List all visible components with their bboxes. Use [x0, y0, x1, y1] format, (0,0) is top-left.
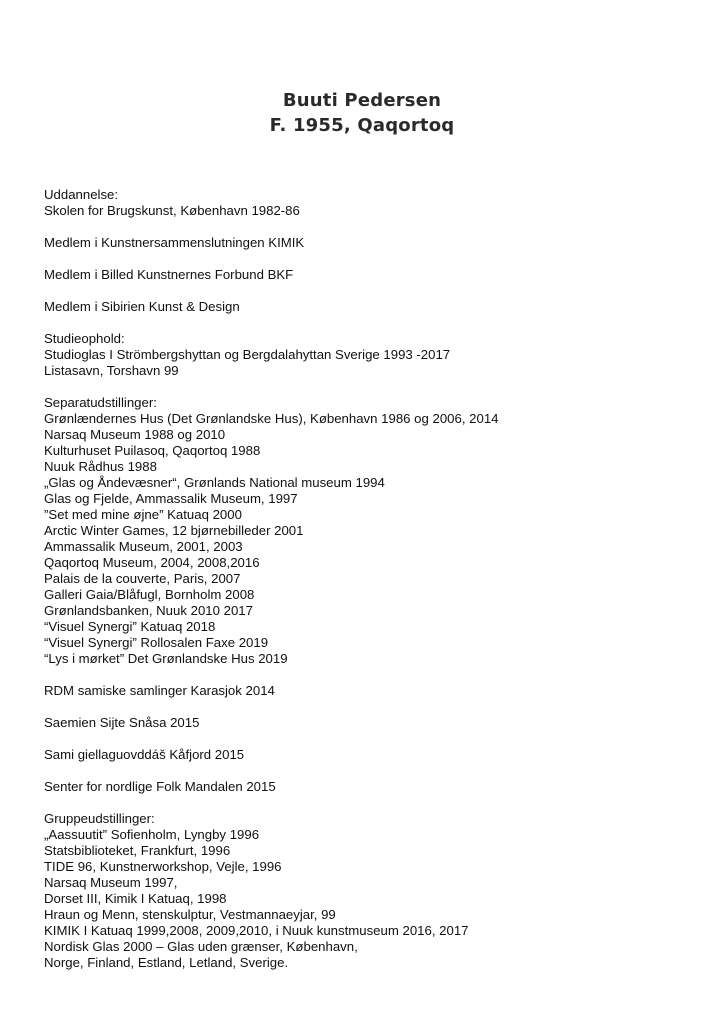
cv-line: Narsaq Museum 1988 og 2010 [44, 427, 226, 442]
cv-line: Norge, Finland, Estland, Letland, Sverige. [44, 955, 289, 970]
blank-line [44, 667, 684, 683]
blank-line [44, 219, 684, 235]
cv-line: Qaqortoq Museum, 2004, 2008,2016 [44, 555, 260, 570]
cv-line: Hraun og Menn, stenskulptur, Vestmannaeyjar, 99 [44, 907, 336, 922]
cv-line: Nuuk Rådhus 1988 [44, 459, 157, 474]
cv-line: Arctic Winter Games, 12 bjørnebilleder 2001 [44, 523, 304, 538]
cv-line: ”Set med mine øjne” Katuaq 2000 [44, 507, 242, 522]
blank-line [44, 699, 684, 715]
cv-line: Gruppeudstillinger: [44, 811, 155, 826]
cv-line: Listasavn, Torshavn 99 [44, 363, 179, 378]
cv-line: Kulturhuset Puilasoq, Qaqortoq 1988 [44, 443, 261, 458]
cv-line: Medlem i Sibirien Kunst & Design [44, 299, 240, 314]
cv-line: “Lys i mørket” Det Grønlandske Hus 2019 [44, 651, 288, 666]
cv-line: Nordisk Glas 2000 – Glas uden grænser, København, [44, 939, 358, 954]
cv-line: Uddannelse: [44, 187, 119, 202]
cv-line: “Visuel Synergi” Katuaq 2018 [44, 619, 216, 634]
cv-line: Studieophold: [44, 331, 125, 346]
cv-line: Glas og Fjelde, Ammassalik Museum, 1997 [44, 491, 298, 506]
cv-line: Separatudstillinger: [44, 395, 157, 410]
artist-birth: F. 1955, Qaqortoq [269, 115, 455, 136]
artist-name: Buuti Pedersen [282, 90, 442, 111]
cv-body [44, 187, 684, 971]
cv-line: Dorset III, Kimik I Katuaq, 1998 [44, 891, 227, 906]
cv-line: Grønlændernes Hus (Det Grønlandske Hus), København 1986 og 2006, 2014 [44, 411, 499, 426]
cv-line: Studioglas I Strömbergshyttan og Bergdalahyttan Sverige 1993 -2017 [44, 347, 451, 362]
cv-line: Medlem i Billed Kunstnernes Forbund BKF [44, 267, 294, 282]
title-block [0, 88, 724, 138]
blank-line [44, 763, 684, 779]
cv-line: Grønlandsbanken, Nuuk 2010 2017 [44, 603, 253, 618]
blank-line [44, 795, 684, 811]
cv-line: „Glas og Åndevæsner“, Grønlands National museum 1994 [44, 475, 385, 490]
cv-line: Ammassalik Museum, 2001, 2003 [44, 539, 243, 554]
cv-line: Medlem i Kunstnersammenslutningen KIMIK [44, 235, 305, 250]
blank-line [44, 315, 684, 331]
cv-line: Skolen for Brugskunst, København 1982-86 [44, 203, 300, 218]
cv-line: Statsbiblioteket, Frankfurt, 1996 [44, 843, 231, 858]
cv-line: Galleri Gaia/Blåfugl, Bornholm 2008 [44, 587, 255, 602]
cv-line: KIMIK I Katuaq 1999,2008, 2009,2010, i Nuuk kunstmuseum 2016, 2017 [44, 923, 469, 938]
cv-line: Senter for nordlige Folk Mandalen 2015 [44, 779, 276, 794]
cv-line: “Visuel Synergi” Rollosalen Faxe 2019 [44, 635, 269, 650]
cv-line: Sami giellaguovddáš Kåfjord 2015 [44, 747, 245, 762]
cv-line: RDM samiske samlinger Karasjok 2014 [44, 683, 275, 698]
blank-line [44, 379, 684, 395]
cv-line: Palais de la couverte, Paris, 2007 [44, 571, 241, 586]
blank-line [44, 731, 684, 747]
cv-line: TIDE 96, Kunstnerworkshop, Vejle, 1996 [44, 859, 282, 874]
cv-line: Saemien Sijte Snåsa 2015 [44, 715, 200, 730]
blank-line [44, 283, 684, 299]
cv-line: „Aassuutit” Sofienholm, Lyngby 1996 [44, 827, 260, 842]
blank-line [44, 251, 684, 267]
cv-line: Narsaq Museum 1997, [44, 875, 178, 890]
